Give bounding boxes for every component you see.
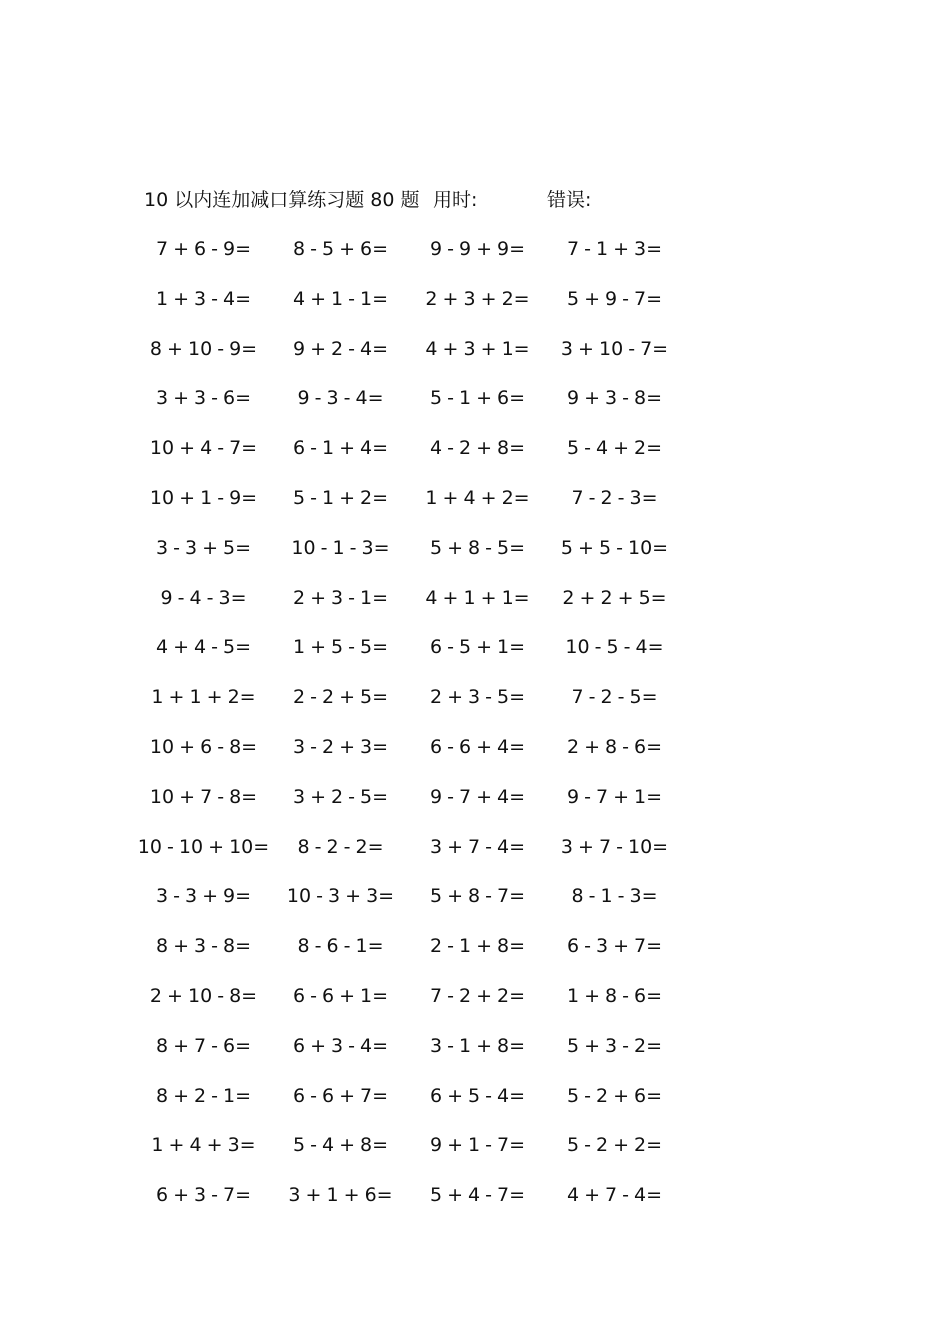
arithmetic-problem: 1 + 3 - 4= — [155, 287, 252, 310]
arithmetic-problem: 1 + 4 + 3= — [151, 1134, 256, 1157]
arithmetic-problem: 2 - 2 + 5= — [292, 686, 389, 709]
arithmetic-problem: 8 - 1 - 3= — [571, 885, 658, 908]
arithmetic-problem: 7 + 6 - 9= — [155, 238, 252, 260]
arithmetic-problem: 10 + 6 - 8= — [149, 735, 258, 758]
arithmetic-problem: 4 + 4 - 5= — [155, 636, 252, 659]
problem-row — [0, 929, 950, 979]
arithmetic-problem: 6 - 3 + 7= — [566, 935, 663, 958]
arithmetic-problem: 3 + 2 - 5= — [292, 785, 389, 808]
arithmetic-problem: 7 - 2 - 5= — [571, 686, 658, 709]
arithmetic-problem: 10 + 4 - 7= — [149, 437, 258, 460]
arithmetic-problem: 2 + 10 - 8= — [149, 984, 258, 1007]
arithmetic-problem: 9 - 9 + 9= — [429, 238, 526, 260]
arithmetic-problem: 3 - 2 + 3= — [292, 735, 389, 758]
arithmetic-problem: 9 + 1 - 7= — [429, 1134, 526, 1157]
arithmetic-problem: 6 - 5 + 1= — [429, 636, 526, 659]
arithmetic-problem: 8 + 7 - 6= — [155, 1034, 252, 1057]
arithmetic-problem: 5 - 4 + 2= — [566, 437, 663, 460]
problem-row — [0, 979, 950, 1029]
problem-row — [0, 531, 950, 581]
problem-row — [0, 1029, 950, 1079]
problem-row — [0, 680, 950, 730]
arithmetic-problem: 3 + 7 - 10= — [560, 835, 669, 858]
arithmetic-problem: 2 + 3 - 5= — [429, 686, 526, 709]
arithmetic-problem: 2 + 3 + 2= — [425, 287, 530, 310]
arithmetic-problem: 4 - 2 + 8= — [429, 437, 526, 460]
problem-row — [0, 431, 950, 481]
arithmetic-problem: 4 + 1 - 1= — [292, 287, 389, 310]
arithmetic-problem: 10 - 10 + 10= — [137, 835, 270, 858]
arithmetic-problem: 3 + 1 + 6= — [288, 1184, 393, 1207]
arithmetic-problem: 6 - 6 + 7= — [292, 1084, 389, 1107]
arithmetic-problem: 4 + 1 + 1= — [425, 586, 530, 609]
arithmetic-problem: 6 - 6 + 4= — [429, 735, 526, 758]
arithmetic-problem: 9 - 4 - 3= — [160, 586, 247, 609]
arithmetic-problem: 10 - 1 - 3= — [291, 536, 390, 559]
problem-row — [0, 780, 950, 830]
arithmetic-problem: 5 - 1 + 6= — [429, 387, 526, 410]
arithmetic-problem: 9 - 7 + 4= — [429, 785, 526, 808]
arithmetic-problem: 5 - 2 + 2= — [566, 1134, 663, 1157]
problem-row — [0, 1079, 950, 1129]
arithmetic-problem: 7 - 1 + 3= — [566, 238, 663, 260]
arithmetic-problem: 8 - 6 - 1= — [297, 935, 384, 958]
arithmetic-problem: 8 - 5 + 6= — [292, 238, 389, 260]
problem-row — [0, 232, 950, 282]
arithmetic-problem: 6 + 3 - 4= — [292, 1034, 389, 1057]
problem-row — [0, 1128, 950, 1178]
arithmetic-problem: 5 - 2 + 6= — [566, 1084, 663, 1107]
problem-row — [0, 282, 950, 332]
arithmetic-problem: 5 + 8 - 5= — [429, 536, 526, 559]
arithmetic-problem: 2 - 1 + 8= — [429, 935, 526, 958]
problem-row — [0, 381, 950, 431]
arithmetic-problem: 3 + 7 - 4= — [429, 835, 526, 858]
error-count-label: 错误: — [547, 189, 592, 211]
problem-row — [0, 332, 950, 382]
problem-row — [0, 830, 950, 880]
arithmetic-problem: 2 + 8 - 6= — [566, 735, 663, 758]
arithmetic-problem: 5 + 5 - 10= — [560, 536, 669, 559]
arithmetic-problem: 9 - 3 - 4= — [297, 387, 384, 410]
arithmetic-problem: 5 + 4 - 7= — [429, 1184, 526, 1207]
arithmetic-problem: 5 + 8 - 7= — [429, 885, 526, 908]
problem-row — [0, 1178, 950, 1228]
arithmetic-problem: 1 + 5 - 5= — [292, 636, 389, 659]
arithmetic-problem: 3 - 1 + 8= — [429, 1034, 526, 1057]
problem-row — [0, 879, 950, 929]
arithmetic-problem: 3 - 3 + 9= — [155, 885, 252, 908]
arithmetic-problem: 3 + 3 - 6= — [155, 387, 252, 410]
arithmetic-problem: 2 + 2 + 5= — [562, 586, 667, 609]
arithmetic-problem: 9 + 2 - 4= — [292, 337, 389, 360]
arithmetic-problem: 8 - 2 - 2= — [297, 835, 384, 858]
arithmetic-problem: 5 - 1 + 2= — [292, 486, 389, 509]
arithmetic-problem: 5 + 3 - 2= — [566, 1034, 663, 1057]
arithmetic-problem: 1 + 1 + 2= — [151, 686, 256, 709]
arithmetic-problem: 5 - 4 + 8= — [292, 1134, 389, 1157]
problem-row — [0, 581, 950, 631]
arithmetic-problem: 6 - 6 + 1= — [292, 984, 389, 1007]
problem-row — [0, 730, 950, 780]
arithmetic-problem: 7 - 2 - 3= — [571, 486, 658, 509]
arithmetic-problem: 6 - 1 + 4= — [292, 437, 389, 460]
arithmetic-problem: 1 + 4 + 2= — [425, 486, 530, 509]
arithmetic-problem: 6 + 5 - 4= — [429, 1084, 526, 1107]
arithmetic-problem: 8 + 10 - 9= — [149, 337, 258, 360]
arithmetic-problem: 8 + 2 - 1= — [155, 1084, 252, 1107]
time-used-label: 用时: — [433, 189, 478, 211]
arithmetic-problem: 10 + 1 - 9= — [149, 486, 258, 509]
arithmetic-problem: 3 + 10 - 7= — [560, 337, 669, 360]
arithmetic-problem: 2 + 3 - 1= — [292, 586, 389, 609]
arithmetic-problem: 8 + 3 - 8= — [155, 935, 252, 958]
arithmetic-problem: 10 - 3 + 3= — [286, 885, 395, 908]
arithmetic-problem: 9 - 7 + 1= — [566, 785, 663, 808]
arithmetic-problem: 10 - 5 - 4= — [565, 636, 664, 659]
arithmetic-problem: 3 - 3 + 5= — [155, 536, 252, 559]
arithmetic-problem: 10 + 7 - 8= — [149, 785, 258, 808]
arithmetic-problem: 4 + 3 + 1= — [425, 337, 530, 360]
arithmetic-problem: 7 - 2 + 2= — [429, 984, 526, 1007]
arithmetic-problem: 6 + 3 - 7= — [155, 1184, 252, 1207]
worksheet-title: 10 以内连加减口算练习题 80 题 — [144, 189, 420, 211]
problem-row — [0, 481, 950, 531]
problem-row — [0, 630, 950, 680]
arithmetic-problem: 4 + 7 - 4= — [566, 1184, 663, 1207]
arithmetic-problem: 5 + 9 - 7= — [566, 287, 663, 310]
problem-grid — [0, 232, 950, 1228]
arithmetic-problem: 9 + 3 - 8= — [566, 387, 663, 410]
arithmetic-problem: 1 + 8 - 6= — [566, 984, 663, 1007]
